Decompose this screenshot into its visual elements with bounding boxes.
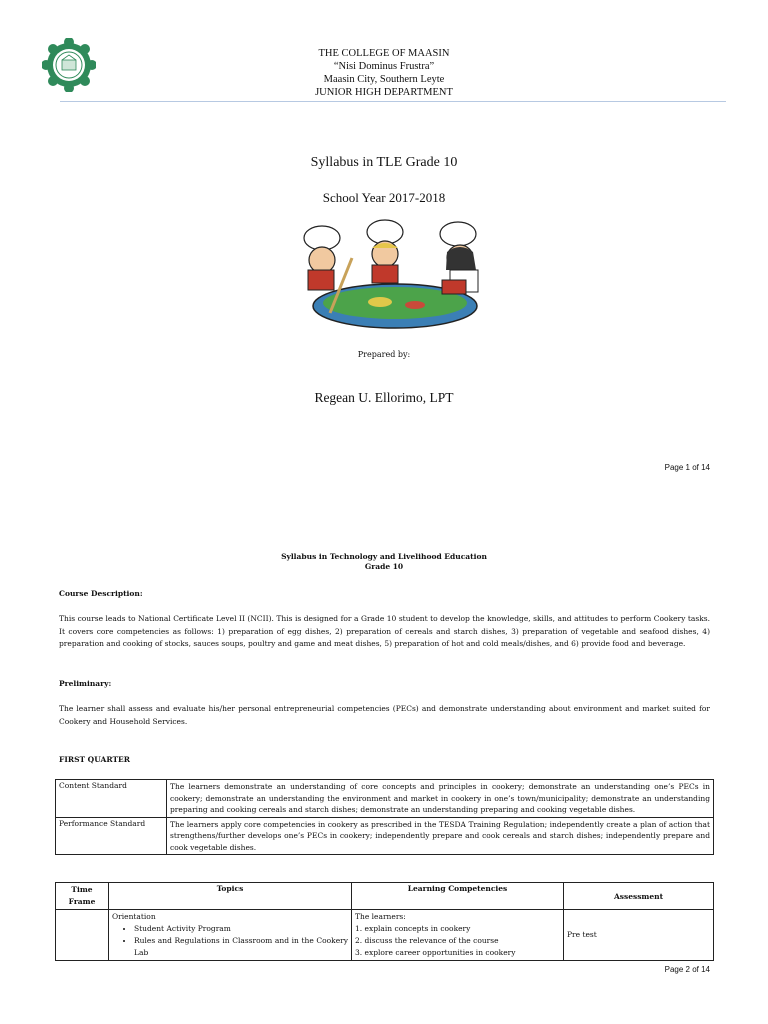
preliminary-text: The learner shall assess and evaluate his/her personal entrepreneurial competencies (PECs) and demonstrate understanding about environment and market suited for Cookery and Household Services. [59, 704, 710, 726]
header-assessment: Assessment [564, 883, 714, 910]
table-header-row [56, 883, 714, 910]
school-location: Maasin City, Southern Leyte [323, 74, 445, 85]
author-name: Regean U. Ellorimo, LPT [314, 390, 454, 405]
header-time-frame: Time Frame [56, 883, 109, 910]
page-number-1: Page 1 of 14 [664, 463, 710, 472]
grade-heading: Grade 10 [364, 562, 404, 571]
content-standard-row [56, 780, 714, 818]
college-seal-logo [42, 38, 96, 92]
topics-table [55, 882, 714, 961]
course-description-text: This course leads to National Certificate Level II (NCII). This is designed for a Grade 10 student to develop the knowledge, skills, and attitudes to perform Cookery tasks. It covers core competencies as follows: 1) preparation of egg dishes, 2) preparation of cereals and starch dishes, 3) preparation of vegetable and seafood dishes, 4) preparation and cooking of stocks, sauces soups, poultry and game and meat dishes, 5) preparation of hot and cold meals/dishes, and 6) provide food and beverage. [59, 614, 710, 648]
syllabus-heading: Syllabus in Technology and Livelihood Education [281, 552, 487, 561]
standard-label: Content Standard [56, 780, 167, 818]
list-item: 3. explore career opportunities in cookery [355, 948, 516, 957]
chefs-cooking-illustration [290, 218, 500, 333]
list-item: 1. explain concepts in cookery [355, 924, 471, 933]
assessment-cell: Pre test [564, 910, 714, 961]
course-description-label: Course Description: [59, 589, 143, 598]
topic-list [112, 923, 348, 959]
header-learning-competencies: Learning Competencies [352, 883, 564, 910]
page-number-2: Page 2 of 14 [664, 965, 710, 974]
standards-table [55, 779, 714, 855]
list-item: • Student Activity Program [134, 923, 348, 935]
quarter-label: FIRST QUARTER [59, 755, 130, 764]
list-item: 2. discuss the relevance of the course [355, 936, 499, 945]
competencies-cell [352, 910, 564, 961]
competency-intro: The learners: [355, 912, 406, 921]
school-name: THE COLLEGE OF MAASIN [318, 48, 450, 59]
cover-title: Syllabus in TLE Grade 10 [310, 155, 458, 170]
topic-title: Orientation [112, 912, 156, 921]
standard-text: The learners apply core competencies in cookery as prescribed in the TESDA Training Regulation; independently create a plan of action that strengthens/further develops one’s PECs in cookery; independently prepare and cook cereals and starch dishes; independently prepare and cook vegetable dishes. [167, 817, 714, 855]
department-name: JUNIOR HIGH DEPARTMENT [315, 87, 453, 98]
time-frame-cell [56, 910, 109, 961]
header-topics: Topics [109, 883, 352, 910]
table-row [56, 910, 714, 961]
school-year: School Year 2017-2018 [322, 190, 446, 205]
standard-text: The learners demonstrate an understanding of core concepts and principles in cookery; demonstrate an understanding one’s PECs in cookery; demonstrate an understanding the environment and market in cookery in one’s town/municipality; demonstrate an understanding preparing and cooking cereals and starch dishes; demonstrate an understanding preparing and cooking vegetable dishes. [167, 780, 714, 818]
list-item: • Rules and Regulations in Classroom and in the Cookery Lab [134, 935, 348, 959]
performance-standard-row [56, 817, 714, 855]
standard-label: Performance Standard [56, 817, 167, 855]
topics-cell [109, 910, 352, 961]
prepared-by-label: Prepared by: [357, 350, 411, 359]
header-divider [60, 101, 726, 102]
school-motto: “Nisi Dominus Frustra” [333, 61, 435, 72]
preliminary-label: Preliminary: [59, 679, 112, 688]
